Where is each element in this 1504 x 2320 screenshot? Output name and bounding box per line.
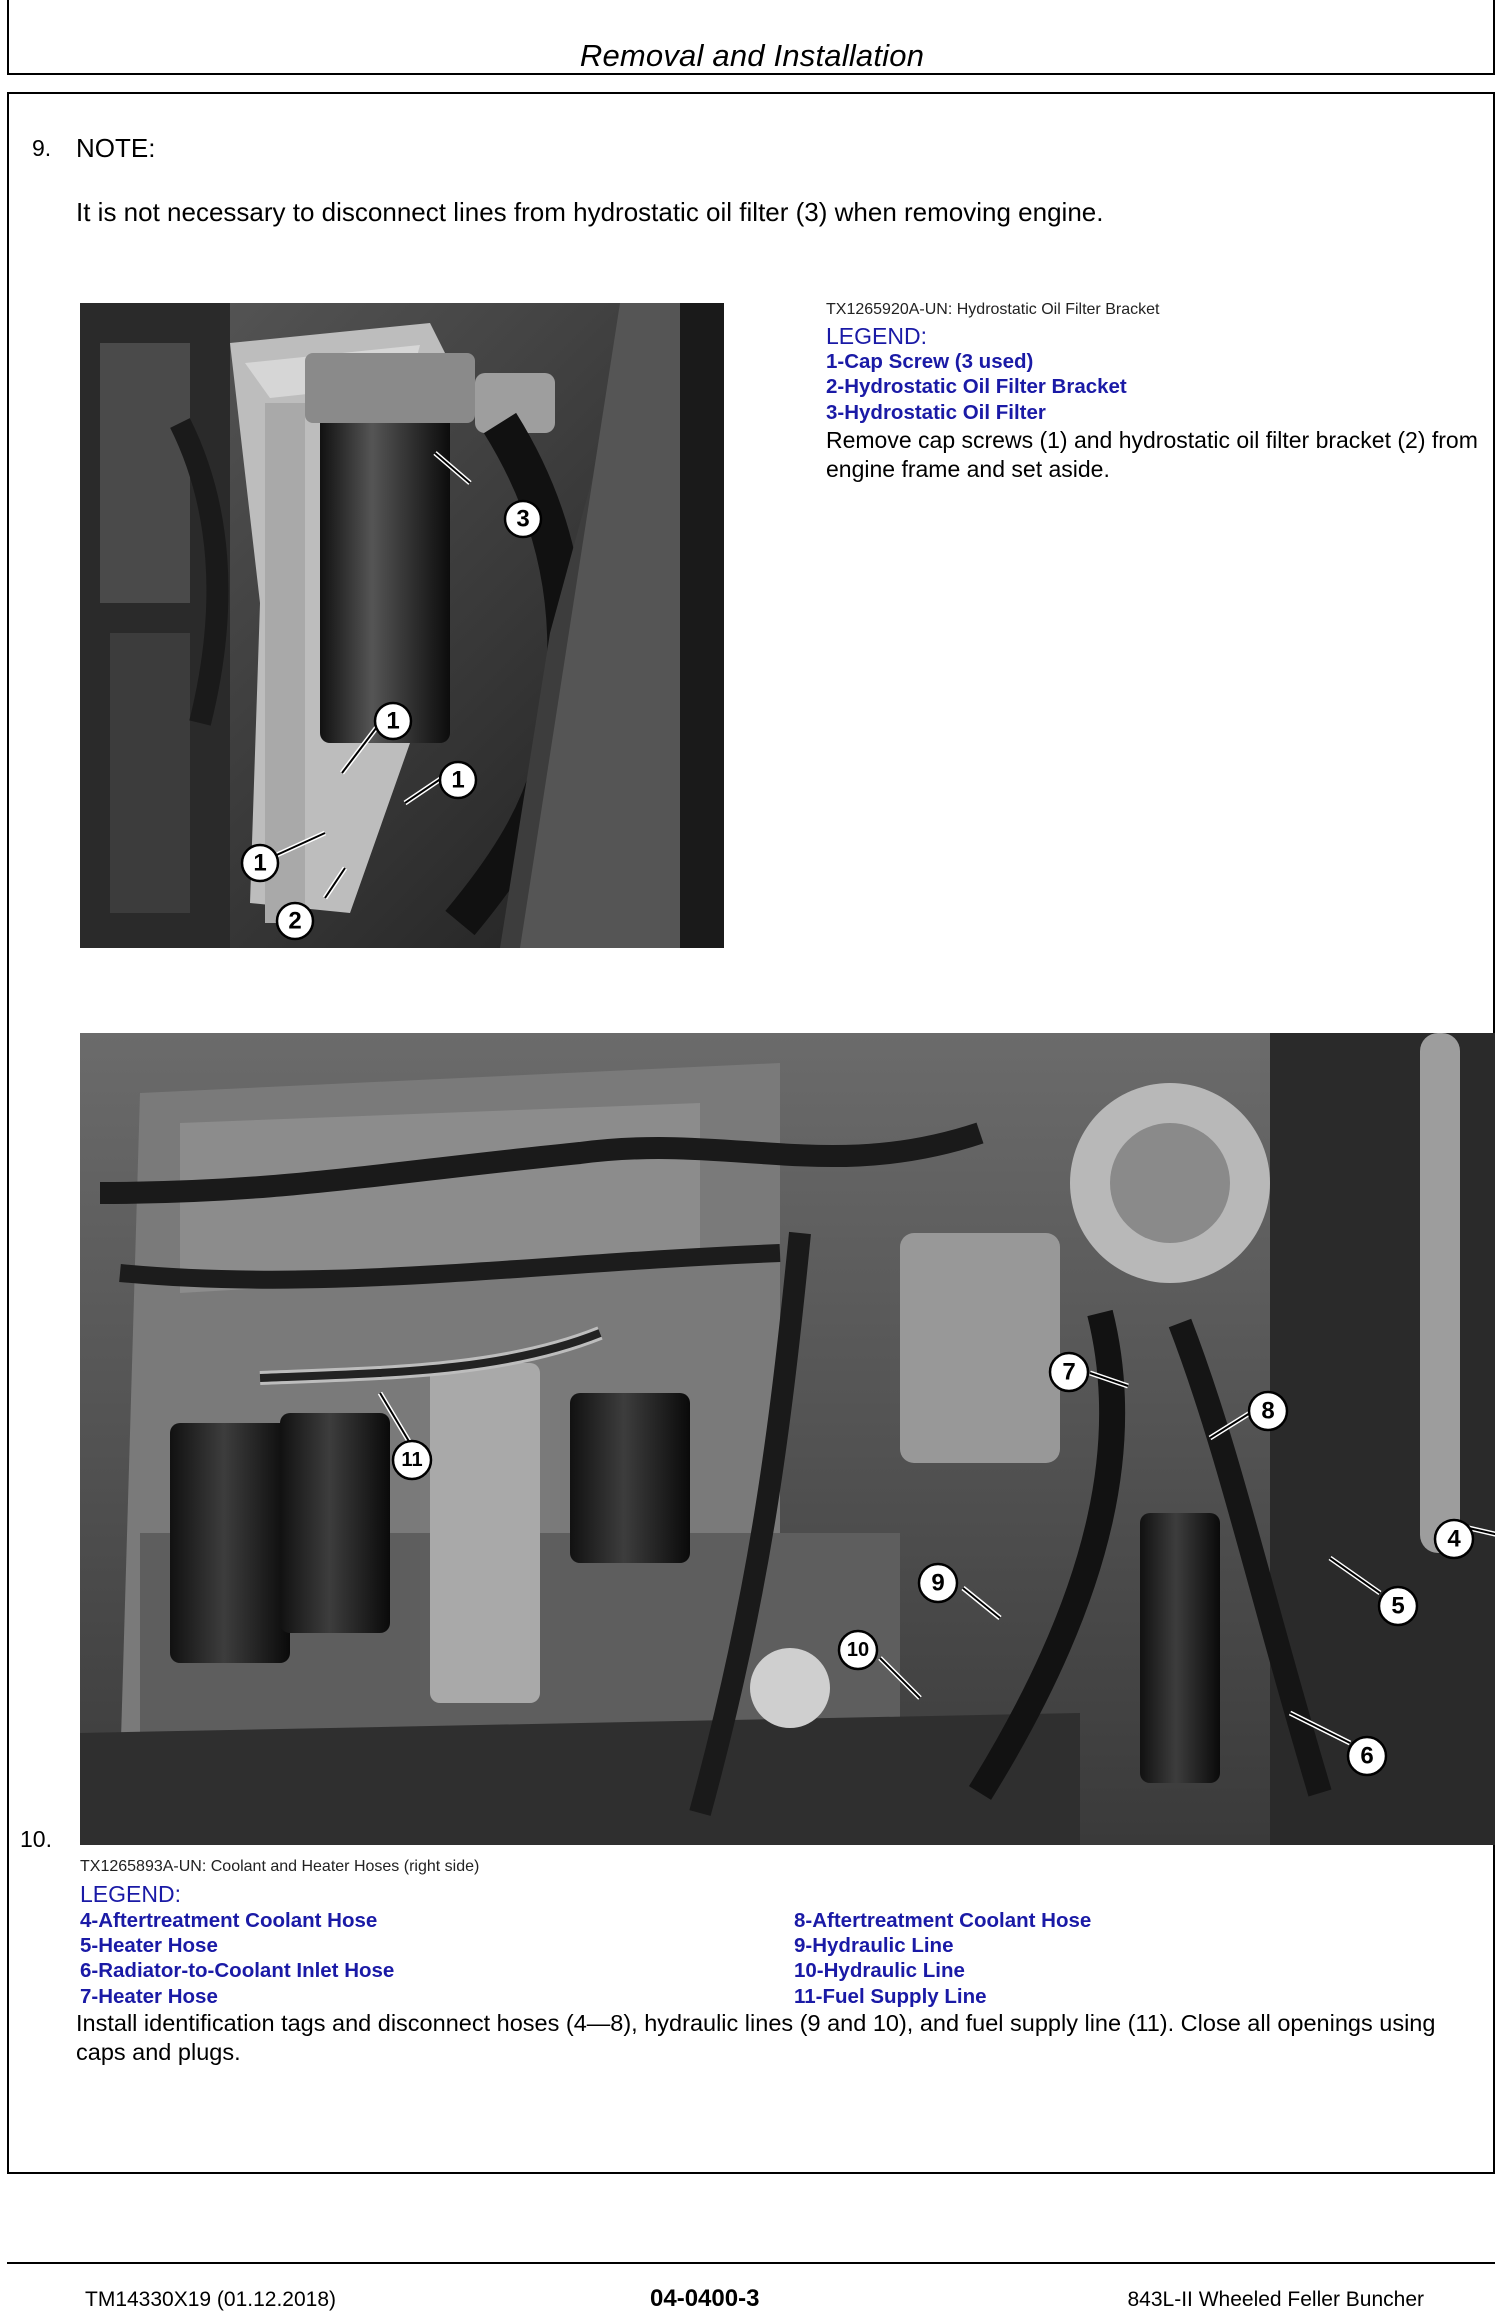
svg-text:9: 9 xyxy=(931,1569,945,1597)
svg-text:7: 7 xyxy=(1062,1358,1076,1386)
footer-page-number: 04-0400-3 xyxy=(650,2285,760,2312)
filter-photo-illustration xyxy=(80,303,724,948)
legend-item: 5-Heater Hose xyxy=(80,1934,218,1957)
step9-instruction: Remove cap screws (1) and hydrostatic oil filter bracket (2) from engine frame and set aside. xyxy=(826,427,1478,482)
footer-rule xyxy=(7,2262,1495,2264)
legend-item: 7-Heater Hose xyxy=(80,1985,218,2008)
legend-item: 9-Hydraulic Line xyxy=(794,1934,954,1957)
svg-text:1: 1 xyxy=(451,766,465,794)
footer-machine-name: 843L-II Wheeled Feller Buncher xyxy=(1127,2288,1424,2311)
svg-text:10: 10 xyxy=(846,1639,870,1661)
svg-text:2: 2 xyxy=(288,907,302,935)
figure-caption: TX1265893A-UN: Coolant and Heater Hoses (right side) xyxy=(80,1858,480,1875)
svg-text:5: 5 xyxy=(1391,1592,1405,1620)
legend-title: LEGEND: xyxy=(80,1881,181,1907)
svg-text:11: 11 xyxy=(401,1449,423,1471)
note-text: It is not necessary to disconnect lines from hydrostatic oil filter (3) when removing engine. xyxy=(76,197,1104,227)
legend-item: 11-Fuel Supply Line xyxy=(794,1985,987,2008)
coolant-hoses-photo xyxy=(80,1033,1495,1845)
svg-text:1: 1 xyxy=(253,849,267,877)
note-label: NOTE: xyxy=(76,133,156,163)
legend-item: 10-Hydraulic Line xyxy=(794,1959,965,1982)
legend-title: LEGEND: xyxy=(826,323,927,349)
footer-doc-id: TM14330X19 (01.12.2018) xyxy=(85,2288,337,2311)
svg-text:6: 6 xyxy=(1360,1742,1374,1770)
svg-text:4: 4 xyxy=(1447,1525,1461,1553)
step-number: 10. xyxy=(20,1826,52,1852)
engine-photo-illustration xyxy=(80,1033,1495,1845)
figure-caption: TX1265920A-UN: Hydrostatic Oil Filter Bracket xyxy=(826,301,1160,318)
step10-instruction: Install identification tags and disconnect hoses (4—8), hydraulic lines (9 and 10), and fuel supply line (11). Close all openings using caps and plugs. xyxy=(76,2010,1436,2065)
page-header-title: Removal and Installation xyxy=(579,38,925,73)
hydrostatic-filter-photo xyxy=(80,303,724,948)
svg-text:1: 1 xyxy=(386,707,400,735)
legend-item: 4-Aftertreatment Coolant Hose xyxy=(80,1909,378,1932)
step-number: 9. xyxy=(32,135,52,161)
legend-item: 2-Hydrostatic Oil Filter Bracket xyxy=(826,375,1127,398)
svg-text:3: 3 xyxy=(516,505,530,533)
legend-item: 8-Aftertreatment Coolant Hose xyxy=(794,1909,1092,1932)
svg-text:8: 8 xyxy=(1261,1397,1275,1425)
legend-item: 6-Radiator-to-Coolant Inlet Hose xyxy=(80,1959,395,1982)
legend-item: 1-Cap Screw (3 used) xyxy=(826,350,1034,373)
legend-item: 3-Hydrostatic Oil Filter xyxy=(826,401,1046,424)
